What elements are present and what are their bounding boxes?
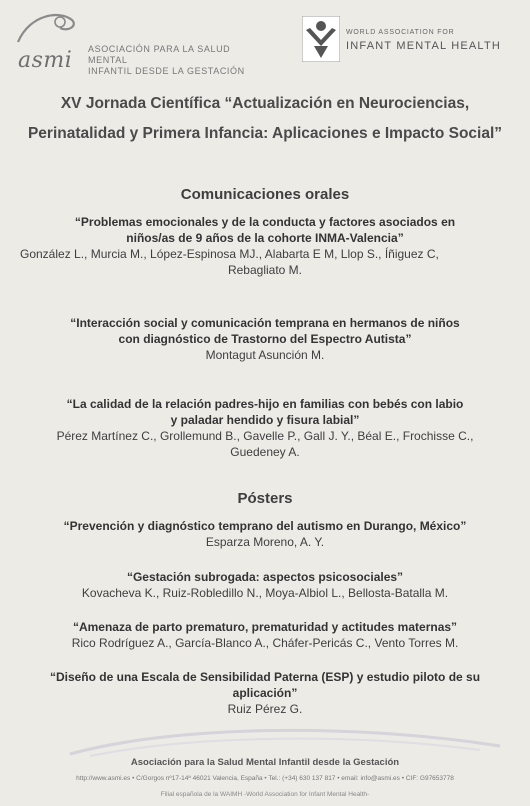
asmi-desc-line2: INFANTIL DESDE LA GESTACIÓN xyxy=(88,66,245,76)
item-title-line: “Prevención y diagnóstico temprano del autismo en Durango, México” xyxy=(63,519,467,533)
item-title-line: con diagnóstico de Trastorno del Espectro Autista” xyxy=(118,332,412,346)
event-title-line1: XV Jornada Científica “Actualización en Neurociencias, xyxy=(60,95,470,112)
item-authors: Rico Rodríguez A., García-Blanco A., Cháfer-Pericás C., Vento Torres M. xyxy=(71,636,459,650)
section-heading-posters: Pósters xyxy=(237,490,293,507)
item-authors: Kovacheva K., Ruiz-Robledillo N., Moya-Albiol L., Bellosta-Batalla M. xyxy=(81,586,449,600)
oral-item-2 xyxy=(40,315,490,363)
waimh-logo xyxy=(302,16,528,70)
oral-item-1 xyxy=(20,214,490,278)
item-title-line: aplicación” xyxy=(232,686,298,700)
item-title-line: “Problemas emocionales y de la conducta y factores asociados en xyxy=(74,215,456,229)
item-authors: Rebagliato M. xyxy=(227,263,303,277)
item-authors: Pérez Martínez C., Grollemund B., Gavelle P., Gall J. Y., Béal E., Frochisse C., xyxy=(56,429,474,443)
asmi-logo xyxy=(10,8,270,76)
waimh-main-text: INFANT MENTAL HEALTH xyxy=(346,40,502,52)
item-authors: Esparza Moreno, A. Y. xyxy=(205,535,325,549)
poster-item-2 xyxy=(40,569,490,601)
poster-item-3 xyxy=(40,619,490,651)
asmi-desc-line1: ASOCIACIÓN PARA LA SALUD MENTAL xyxy=(88,44,231,65)
asmi-description xyxy=(88,44,270,77)
item-title-line: “Amenaza de parto prematuro, prematuridad y actitudes maternas” xyxy=(72,620,458,634)
section-heading-oral: Comunicaciones orales xyxy=(180,186,350,203)
oral-item-3 xyxy=(40,396,490,460)
item-title-line: “Diseño de una Escala de Sensibilidad Paterna (ESP) y estudio piloto de su xyxy=(49,670,481,684)
item-title-line: “Interacción social y comunicación temprana en hermanos de niños xyxy=(70,316,460,330)
item-title-line: niños/as de 9 años de la cohorte INMA-Valencia” xyxy=(126,231,404,245)
item-authors: Ruiz Pérez G. xyxy=(227,702,303,716)
footer-organization: Asociación para la Salud Mental Infantil desde la Gestación xyxy=(130,757,400,768)
event-title-line2: Perinatalidad y Primera Infancia: Aplicaciones e Impacto Social” xyxy=(27,125,503,142)
poster-item-1 xyxy=(40,518,490,550)
item-authors: Guedeney A. xyxy=(230,445,300,459)
asmi-swirl-icon xyxy=(12,8,82,50)
item-title-line: “Gestación subrogada: aspectos psicosociales” xyxy=(126,570,404,584)
item-title-line: y paladar hendido y fisura labial” xyxy=(170,413,360,427)
waimh-small-text: WORLD ASSOCIATION FOR xyxy=(346,29,455,36)
poster-item-4 xyxy=(40,669,490,717)
waimh-emblem-icon xyxy=(302,16,340,62)
footer-affiliation: Filial española de la WAIMH -World Association for Infant Mental Health- xyxy=(160,791,370,798)
footer-arc-decoration xyxy=(0,720,530,760)
item-authors: Montagut Asunción M. xyxy=(205,348,325,362)
item-title-line: “La calidad de la relación padres-hijo en familias con bebés con labio xyxy=(66,397,464,411)
asmi-wordmark: asmi xyxy=(18,48,73,73)
item-authors: González L., Murcia M., López-Espinosa MJ., Alabarta E M, Llop S., Íñiguez C, xyxy=(20,247,439,261)
footer-contact: http://www.asmi.es • C/Gorgos nº17-14ª 46021 Valencia, España • Tel.: (+34) 630 137 817 • email: info@asmi.es • CIF: G97653778 xyxy=(76,775,454,782)
